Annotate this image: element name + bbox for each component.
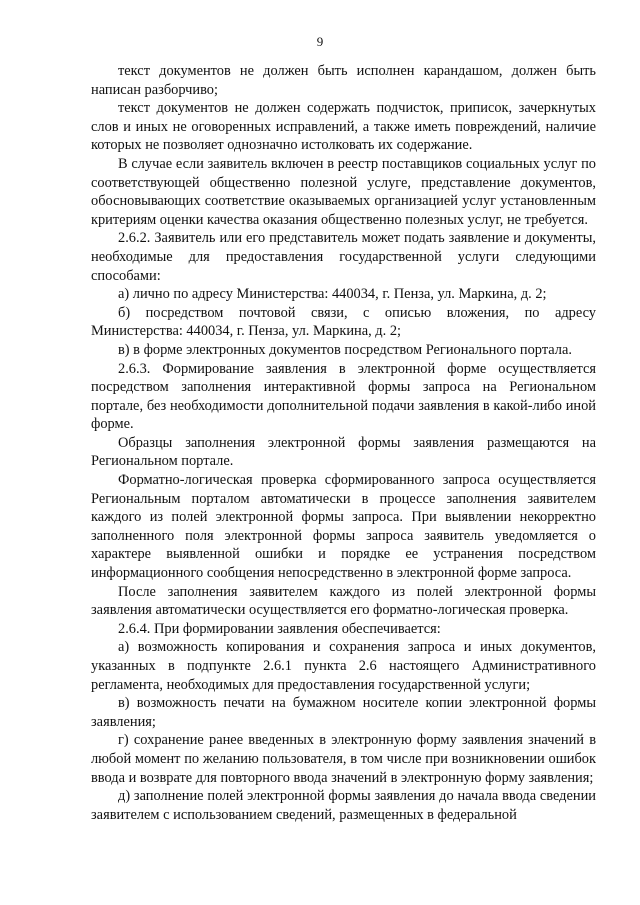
document-body [91, 62, 596, 824]
paragraph-2-6-4: 2.6.4. При формировании заявления обеспечивается: [118, 620, 441, 637]
page-number: 9 [316, 34, 324, 49]
list-item-in-person: а) лично по адресу Министерства: 440034, г. Пенза, ул. Маркина, д. 2; [118, 286, 547, 303]
paragraph-form-samples: Образцы заполнения электронной формы заявления размещаются на Региональном портале. [91, 434, 596, 470]
list-item-print: в) возможность печати на бумажном носителе копии электронной формы заявления; [91, 695, 596, 730]
paragraph-after-filling: После заполнения заявителем каждого из полей электронной формы заявления автоматически осуществляется его форматно-логическая проверка. [91, 583, 596, 619]
list-item-copy-save: а) возможность копирования и сохранения запроса и иных документов, указанных в подпункте 2.6.1 пункта 2.6 настоящего Административного регламента, необходимых для предоставления государственной услуги; [91, 639, 596, 693]
paragraph-registry-exemption: В случае если заявитель включен в реестр поставщиков социальных услуг по соответствующей общественно полезной услуге, представление документов, обосновывающих соответствие оказываемых организацией услуг установленным критериям оценки качества оказания общественно полезных услуг, не требуется. [91, 155, 596, 228]
list-item-by-post: б) посредством почтовой связи, с описью вложения, по адресу Министерства: 440034, г. Пенза, ул. Маркина, д. 2; [91, 304, 596, 340]
list-item-preserve-values: г) сохранение ранее введенных в электронную форму заявления значений в любой момент по желанию пользователя, в том числе при возникновении ошибок ввода и возврате для повторного ввода значений в электронную форму заявления; [91, 732, 596, 786]
list-item-prefill: д) заполнение полей электронной формы заявления до начала ввода сведении заявителем с использованием сведений, размещенных в федеральной [91, 788, 596, 823]
list-item-electronic: в) в форме электронных документов посредством Регионального портала. [118, 341, 572, 358]
paragraph-2-6-3: 2.6.3. Формирование заявления в электронной форме осуществляется посредством заполнения интерактивной формы запроса на Региональном портале, без необходимости дополнительной подачи заявления в какой-либо иной форме. [91, 360, 596, 433]
paragraph-2-6-2: 2.6.2. Заявитель или его представитель может подать заявление и документы, необходимые для предоставления государственной услуги следующими способами: [91, 230, 596, 284]
paragraph-requirement-corrections: текст документов не должен содержать подчисток, приписок, зачеркнутых слов и иных не оговоренных исправлений, а также иметь повреждений, наличие которых не позволяет однозначно истолковать их содержание. [91, 100, 596, 154]
paragraph-requirement-pencil: текст документов не должен быть исполнен карандашом, должен быть написан разборчиво; [91, 63, 596, 98]
paragraph-format-check: Форматно-логическая проверка сформированного запроса осуществляется Региональным порталом автоматически в процессе заполнения заявителем каждого из полей электронной формы запроса. При выявлении некорректно заполненного поля электронной формы запроса заявитель уведомляется о характере выявленной ошибки и порядке ее устранения посредством информационного сообщения непосредственно в электронной форме запроса. [91, 472, 596, 582]
